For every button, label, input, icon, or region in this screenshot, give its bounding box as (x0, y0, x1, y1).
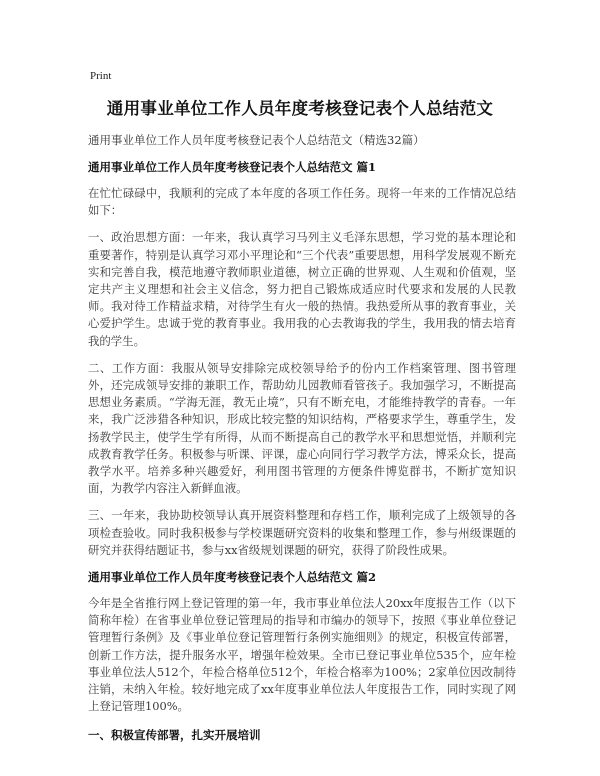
paragraph: 今年是全省推行网上登记管理的第一年，我市事业单位法人20xx年度报告工作（以下简称年检）在省事业单位登记管理局的指导和市编办的领导下，按照《事业单位登记管理暂行条例》及《事业单位登记管理暂行条例实施细则》的规定，积极宣传部署，创新工作方法，提升服务水平，增强年检效果。全市已登记事业单位535个，应年检事业单位法人512个，年检合格单位512个，年检合格率为100%；2家单位因改制待注销，未纳入年检。较好地完成了xx年度事业单位法人年度报告工作，同时实现了网上登记管理100%。 (88, 596, 516, 714)
paragraph: 二、工作方面：我服从领导安排除完成校领导给予的份内工作档案管理、图书管理外，还完成领导安排的兼职工作，帮助幼儿园教师看管孩子。我加强学习，不断提高思想业务素质。“学海无涯，教无止境”，只有不断充电，才能维持教学的青春。一年来，我广泛涉猎各种知识，形成比较完整的知识结构，严格要求学生，尊重学生，发扬教学民主，使学生学有所得，从而不断提高自己的教学水平和思想觉悟，并顺利完成教育教学任务。积极参与听课、评课，虚心向同行学习教学方法，博采众长，提高教学水平。培养多种兴趣爱好，利用图书管理的方便条件博览群书，不断扩宽知识面，为教学内容注入新鲜血液。 (88, 360, 516, 496)
paragraph: 三、一年来，我协助校领导认真开展资料整理和存档工作，顺利完成了上级领导的各项检查验收。同时我积极参与学校课题研究资料的收集和整理工作，参与州级课题的研究并获得结题证书，参与xx省级规划课题的研究，获得了阶段性成果。 (88, 508, 516, 557)
section-heading: 一、积极宣传部署，扎实开展培训 (88, 728, 261, 743)
paragraph: 在忙忙碌碌中，我顺利的完成了本年度的各项工作任务。现将一年来的工作情况总结如下： (88, 186, 516, 218)
document-title: 通用事业单位工作人员年度考核登记表个人总结范文 (106, 99, 494, 118)
paragraph: 一、政治思想方面：一年来，我认真学习马列主义毛泽东思想，学习党的基本理论和重要著作，特别是认真学习邓小平理论和“三个代表”重要思想，用科学发展观不断充实和完善自我，模范地遵守教师职业道德，树立正确的世界观、人生观和价值观，坚定共产主义理想和社会主义信念，努力把自己锻炼成适应时代要求和发展的人民教师。我对待工作精益求精，对待学生有火一般的热情。我热爱所从事的教育事业，关心爱护学生。忠诚于党的教育事业。我用我的心去教诲我的学生，我用我的情去培育我的学生。 (88, 230, 516, 348)
article-subtitle: 通用事业单位工作人员年度考核登记表个人总结范文（精选32篇） (88, 133, 425, 147)
article-body (88, 126, 516, 744)
section-heading: 通用事业单位工作人员年度考核登记表个人总结范文 篇2 (88, 570, 377, 585)
print-link[interactable]: Print (90, 70, 112, 82)
section-heading: 通用事业单位工作人员年度考核登记表个人总结范文 篇1 (88, 160, 377, 174)
